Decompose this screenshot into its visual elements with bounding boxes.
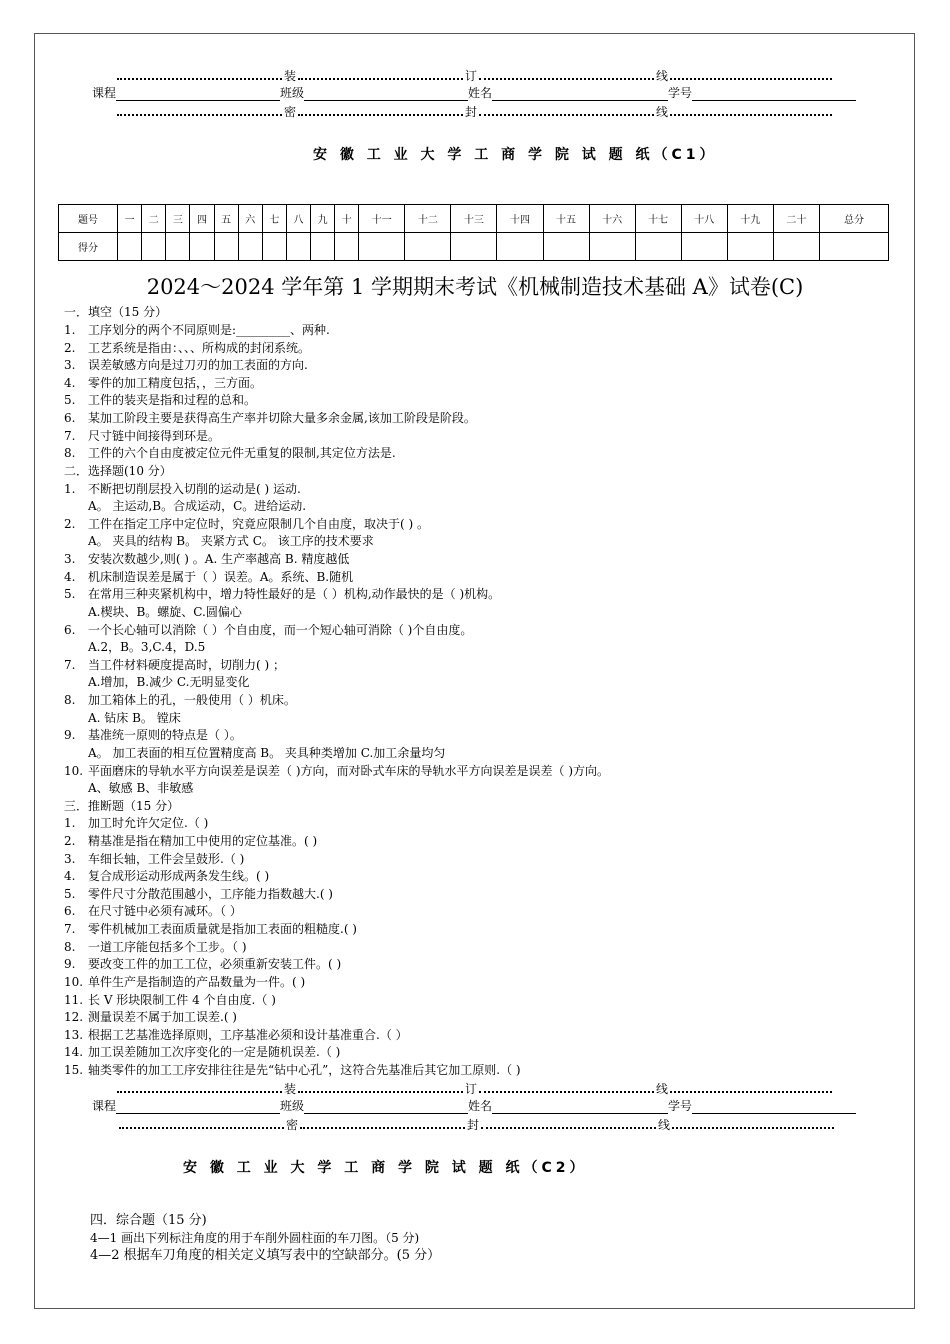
question-item: 7. 零件机械加工表面质量就是指加工表面的粗糙度.( ) bbox=[64, 922, 357, 936]
seal-word-zhuang: 装 bbox=[284, 69, 297, 83]
question-item: 9. 基准统一原则的特点是（ ）。 bbox=[64, 728, 242, 742]
question-item: 4. 机床制造误差是属于（ ）误差。A。系统、B.随机 bbox=[64, 570, 354, 584]
score-cell[interactable] bbox=[118, 233, 142, 261]
question-item: 3. 误差敏感方向是过刀刃的加工表面的方向. bbox=[64, 358, 308, 372]
score-cell[interactable] bbox=[773, 233, 819, 261]
question-item: 1. 不断把切削层投入切削的运动是( ) 运动. bbox=[64, 482, 301, 496]
question-options: A.楔块、B。螺旋、C.圆偏心 bbox=[88, 605, 242, 619]
course-field[interactable] bbox=[116, 1100, 280, 1114]
question-item: 5. 工件的装夹是指和过程的总和。 bbox=[64, 393, 257, 407]
score-col-header: 十六 bbox=[589, 205, 635, 233]
name-field[interactable] bbox=[492, 1100, 668, 1114]
student-info-fields-c1 bbox=[92, 84, 856, 101]
question-item: 8. 加工箱体上的孔，一般使用（ ）机床。 bbox=[64, 693, 296, 707]
score-cell[interactable] bbox=[214, 233, 238, 261]
question-item: 3. 车细长轴，工件会呈鼓形.（ ) bbox=[64, 852, 245, 866]
question-options: A。 主运动,B。合成运动，C。进给运动. bbox=[88, 499, 307, 513]
score-col-header: 三 bbox=[166, 205, 190, 233]
question-options: A.2，B。3,C.4，D.5 bbox=[88, 640, 206, 654]
seal-word-mi: 密 bbox=[284, 105, 297, 119]
score-col-header: 九 bbox=[311, 205, 335, 233]
score-col-header: 十四 bbox=[497, 205, 543, 233]
name-label: 姓名 bbox=[468, 1099, 493, 1113]
score-col-header: 十一 bbox=[359, 205, 405, 233]
question-item: 2. 工艺系统是指由：、、、所构成的封闭系统。 bbox=[64, 341, 311, 355]
class-label: 班级 bbox=[280, 1099, 305, 1113]
student-no-field[interactable] bbox=[692, 87, 856, 101]
question-item: 4—1 画出下列标注角度的用于车削外圆柱面的车刀图。（5 分) bbox=[90, 1231, 420, 1245]
question-item: 5. 在常用三种夹紧机构中，增力特性最好的是（ ）机构,动作最快的是（ )机构。 bbox=[64, 587, 501, 601]
paper-title-c1: 安 徽 工 业 大 学 工 商 学 院 试 题 纸（C1） bbox=[313, 147, 718, 163]
question-item: 1. 工序划分的两个不同原则是:_________、两种. bbox=[64, 323, 330, 337]
score-table-score-row bbox=[59, 233, 889, 261]
score-table-row-label: 得分 bbox=[59, 233, 118, 261]
score-col-header: 七 bbox=[262, 205, 286, 233]
question-item: 5. 零件尺寸分散范围越小，工序能力指数越大.( ) bbox=[64, 887, 333, 901]
score-cell[interactable] bbox=[543, 233, 589, 261]
score-cell[interactable] bbox=[451, 233, 497, 261]
section-2-title: 二．选择题(10 分） bbox=[64, 464, 172, 478]
score-cell[interactable] bbox=[681, 233, 727, 261]
score-table-row-label: 题号 bbox=[59, 205, 118, 233]
question-options: A. 钻床 B。 镗床 bbox=[88, 711, 181, 725]
question-item: 6. 在尺寸链中必须有减环。（ ） bbox=[64, 904, 242, 918]
exam-title: 2024～2024 学年第 1 学期期末考试《机械制造技术基础 A》试卷(C) bbox=[146, 275, 804, 299]
binding-line-top-c2 bbox=[117, 1080, 832, 1097]
question-item: 1. 加工时允许欠定位.（ ) bbox=[64, 816, 209, 830]
score-col-header: 八 bbox=[286, 205, 310, 233]
student-no-label: 学号 bbox=[668, 86, 693, 100]
score-cell[interactable] bbox=[238, 233, 262, 261]
score-col-header: 一 bbox=[118, 205, 142, 233]
question-options: A、敏感 B、非敏感 bbox=[88, 781, 194, 795]
course-field[interactable] bbox=[116, 87, 280, 101]
section-4-title: 四．综合题（15 分) bbox=[90, 1213, 207, 1228]
seal-word-ding: 订 bbox=[465, 69, 478, 83]
score-table bbox=[58, 204, 889, 261]
question-item: 4. 复合成形运动形成两条发生线。( ) bbox=[64, 869, 270, 883]
class-label: 班级 bbox=[280, 86, 305, 100]
score-col-header: 十八 bbox=[681, 205, 727, 233]
course-label: 课程 bbox=[92, 86, 117, 100]
score-col-header: 十二 bbox=[405, 205, 451, 233]
question-options: A。 夹具的结构 B。 夹紧方式 C。 该工序的技术要求 bbox=[88, 534, 374, 548]
question-item: 12. 测量误差不属于加工误差.( ) bbox=[64, 1010, 237, 1024]
name-label: 姓名 bbox=[468, 86, 493, 100]
question-item: 10. 平面磨床的导轨水平方向误差是误差（ )方向，而对卧式车床的导轨水平方向误差是误差（ )方向。 bbox=[64, 764, 609, 778]
question-item: 2. 工件在指定工序中定位时，究竟应限制几个自由度，取决于( ) 。 bbox=[64, 517, 429, 531]
score-cell[interactable] bbox=[190, 233, 214, 261]
student-no-field[interactable] bbox=[692, 1100, 856, 1114]
question-item: 6. 某加工阶段主要是获得高生产率并切除大量多余金属,该加工阶段是阶段。 bbox=[64, 411, 476, 425]
seal-word-ding: 订 bbox=[465, 1082, 478, 1096]
question-item: 6. 一个长心轴可以消除（ ）个自由度，而一个短心轴可消除（ )个自由度。 bbox=[64, 623, 473, 637]
question-item: 4—2 根据车刀角度的相关定义填写表中的空缺部分。(5 分） bbox=[90, 1248, 441, 1263]
score-col-header: 四 bbox=[190, 205, 214, 233]
question-options: A。 加工表面的相互位置精度高 B。 夹具种类增加 C.加工余量均匀 bbox=[88, 746, 446, 760]
question-item: 7. 当工件材料硬度提高时，切削力( ) ； bbox=[64, 658, 285, 672]
score-cell[interactable] bbox=[589, 233, 635, 261]
question-item: 4. 零件的加工精度包括，，三方面。 bbox=[64, 376, 263, 390]
score-total-header: 总分 bbox=[820, 205, 889, 233]
class-field[interactable] bbox=[304, 87, 468, 101]
score-cell[interactable] bbox=[335, 233, 359, 261]
score-table-header-row bbox=[59, 205, 889, 233]
question-item: 3. 安装次数越少,则( ) 。A. 生产率越高 B. 精度越低 bbox=[64, 552, 350, 566]
binding-line-bottom-c1 bbox=[117, 103, 832, 120]
score-total-cell[interactable] bbox=[820, 233, 889, 261]
score-col-header: 二十 bbox=[773, 205, 819, 233]
score-col-header: 十七 bbox=[635, 205, 681, 233]
question-item: 14. 加工误差随加工次序变化的一定是随机误差.（ ) bbox=[64, 1045, 341, 1059]
binding-line-top-c1 bbox=[117, 67, 832, 84]
seal-word-mi: 密 bbox=[286, 1118, 299, 1132]
section-1-title: 一．填空（15 分） bbox=[64, 305, 168, 319]
score-col-header: 十五 bbox=[543, 205, 589, 233]
seal-word-xian: 线 bbox=[656, 105, 669, 119]
question-item: 8. 工件的六个自由度被定位元件无重复的限制,其定位方法是. bbox=[64, 446, 396, 460]
score-cell[interactable] bbox=[262, 233, 286, 261]
paper-title-c2: 安 徽 工 业 大 学 工 商 学 院 试 题 纸（C2） bbox=[183, 1160, 588, 1176]
question-item: 13. 根据工艺基准选择原则，工序基准必须和设计基准重合.（ ） bbox=[64, 1028, 408, 1042]
student-info-fields-c2 bbox=[92, 1097, 856, 1114]
score-cell[interactable] bbox=[359, 233, 405, 261]
score-cell[interactable] bbox=[166, 233, 190, 261]
score-col-header: 十 bbox=[335, 205, 359, 233]
seal-word-feng: 封 bbox=[467, 1118, 480, 1132]
course-label: 课程 bbox=[92, 1099, 117, 1113]
score-cell[interactable] bbox=[635, 233, 681, 261]
name-field[interactable] bbox=[492, 87, 668, 101]
score-cell[interactable] bbox=[727, 233, 773, 261]
question-item: 8. 一道工序能包括多个工步。（ ) bbox=[64, 940, 247, 954]
binding-line-bottom-c2 bbox=[119, 1116, 834, 1133]
section-3-title: 三．推断题（15 分） bbox=[64, 799, 180, 813]
class-field[interactable] bbox=[304, 1100, 468, 1114]
question-item: 2. 精基准是指在精加工中使用的定位基准。( ) bbox=[64, 834, 318, 848]
student-no-label: 学号 bbox=[668, 1099, 693, 1113]
score-col-header: 十九 bbox=[727, 205, 773, 233]
question-item: 7. 尺寸链中间接得到环是。 bbox=[64, 429, 221, 443]
seal-word-xian: 线 bbox=[656, 69, 669, 83]
score-cell[interactable] bbox=[286, 233, 310, 261]
seal-word-xian: 线 bbox=[656, 1082, 669, 1096]
question-item: 11. 长 V 形块限制工件 4 个自由度.（ ) bbox=[64, 993, 276, 1007]
score-col-header: 二 bbox=[142, 205, 166, 233]
question-item: 10. 单件生产是指制造的产品数量为一件。( ) bbox=[64, 975, 306, 989]
seal-word-zhuang: 装 bbox=[284, 1082, 297, 1096]
seal-word-feng: 封 bbox=[465, 105, 478, 119]
score-cell[interactable] bbox=[497, 233, 543, 261]
score-col-header: 六 bbox=[238, 205, 262, 233]
question-item: 15. 轴类零件的加工工序安排往往是先“钻中心孔”，这符合先基准后其它加工原则.（ ) bbox=[64, 1063, 521, 1077]
question-options: A.增加，B.减少 C.无明显变化 bbox=[88, 675, 250, 689]
score-cell[interactable] bbox=[311, 233, 335, 261]
score-cell[interactable] bbox=[405, 233, 451, 261]
question-item: 9. 要改变工件的加工工位，必须重新安装工件。( ) bbox=[64, 957, 342, 971]
score-cell[interactable] bbox=[142, 233, 166, 261]
score-col-header: 十三 bbox=[451, 205, 497, 233]
score-col-header: 五 bbox=[214, 205, 238, 233]
seal-word-xian: 线 bbox=[658, 1118, 671, 1132]
